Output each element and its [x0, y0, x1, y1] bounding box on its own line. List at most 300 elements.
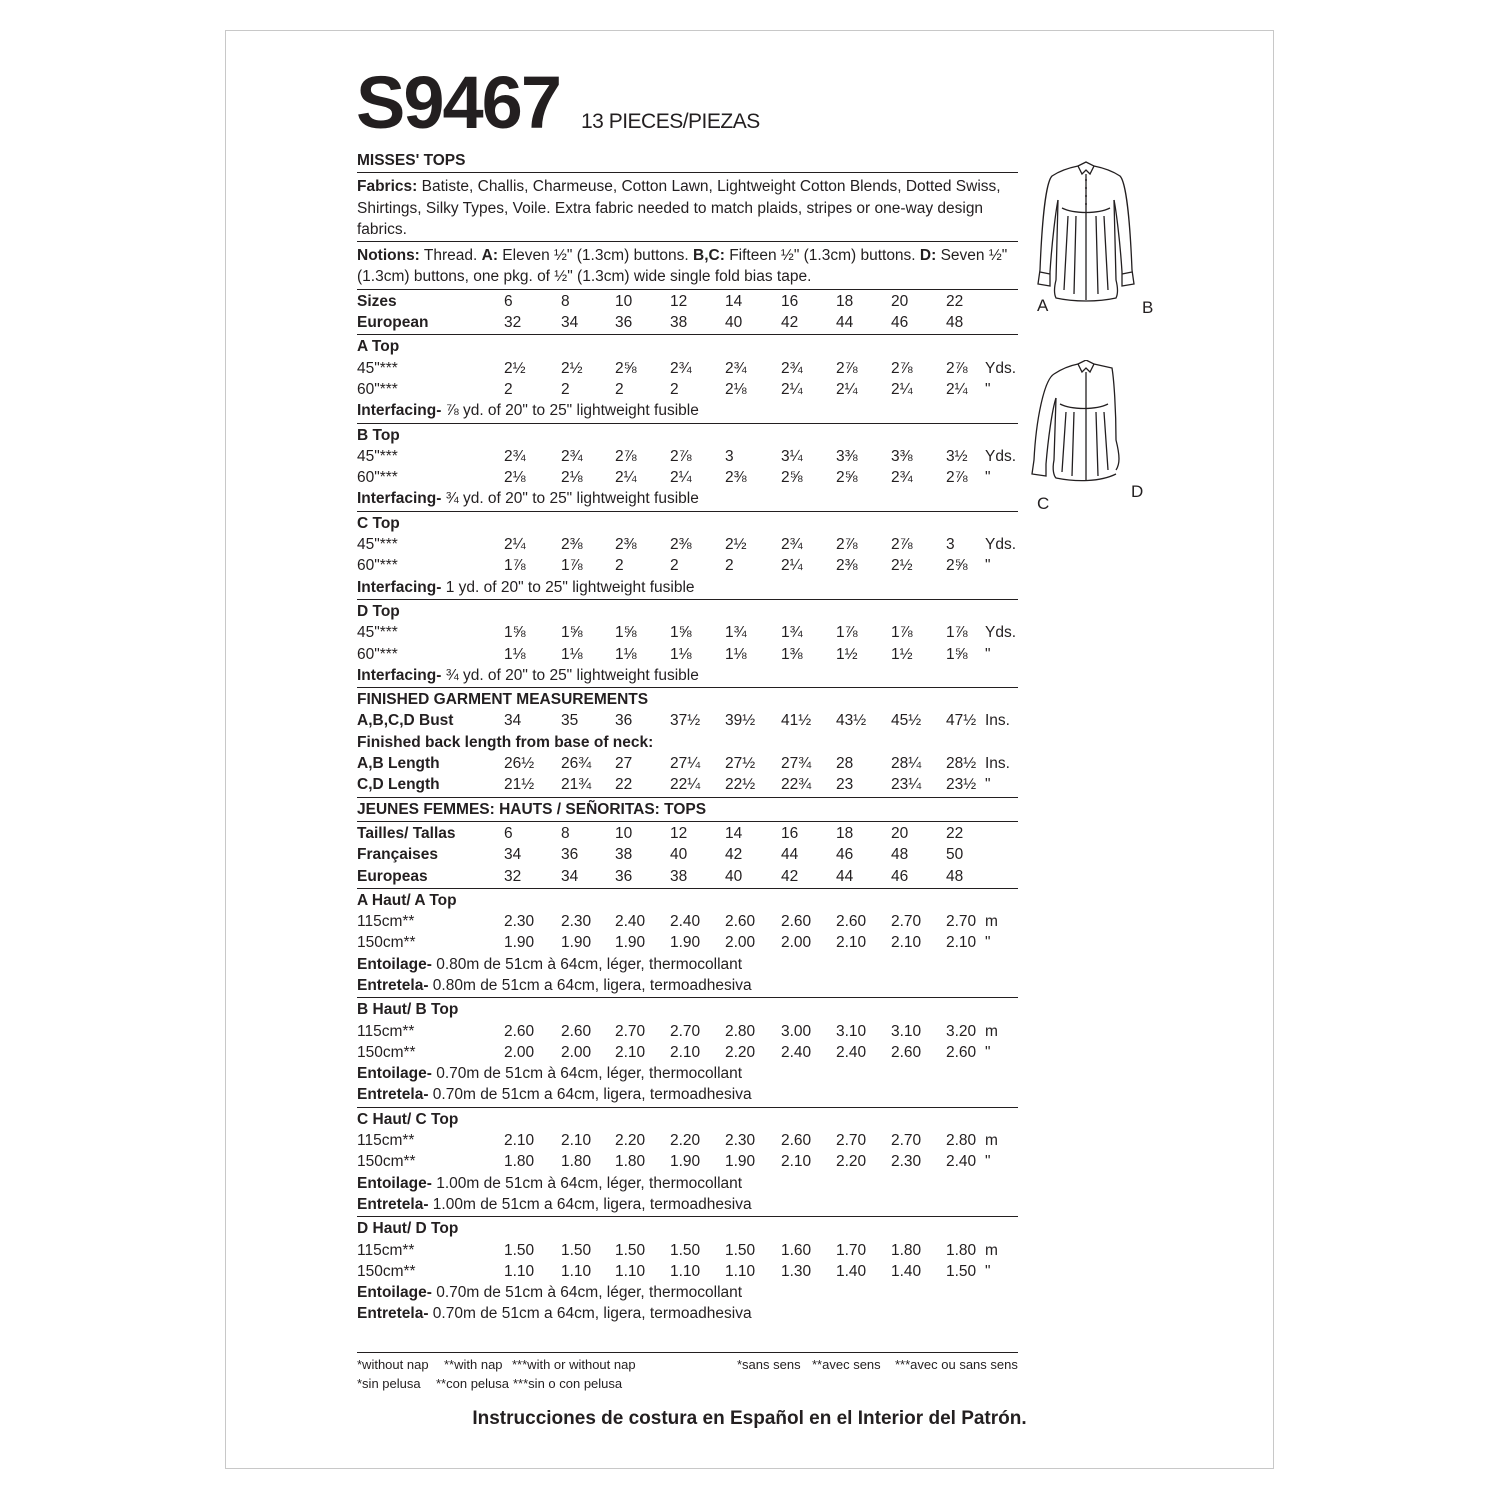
table-cell: 1⅛: [670, 645, 692, 663]
table-cell: 40: [725, 867, 743, 885]
table-row: [357, 644, 1018, 665]
table-cell: 2.60: [725, 913, 756, 931]
divider: [357, 172, 1018, 173]
table-cell: 2.10: [504, 1132, 535, 1150]
table-cell: 1⅛: [561, 645, 583, 663]
table-cell: 2.60: [946, 1043, 977, 1061]
table-cell: 2⅜: [836, 557, 858, 575]
table-cell: 27: [615, 755, 633, 773]
table-cell: 1.50: [615, 1241, 646, 1259]
table-cell: 2¾: [781, 536, 803, 554]
unit-label: Ins.: [985, 755, 1010, 773]
table-row: [357, 534, 1018, 555]
table-cell: 47½: [946, 712, 977, 730]
table-cell: 1.80: [561, 1153, 592, 1171]
divider: [357, 797, 1018, 798]
table-cell: 2¾: [891, 469, 913, 487]
table-cell: 22½: [725, 776, 756, 794]
illustration-front-cd: [1020, 360, 1160, 490]
fabrics-text: Fabrics: Batiste, Challis, Charmeuse, Cotton Lawn, Lightweight Cotton Blends, Dotted Swiss, Shirtings, Silky Types, Voile. Extra fabric needed to match plaids, stripes or one-way design fabrics.: [357, 178, 1001, 238]
table-cell: 2.10: [781, 1153, 812, 1171]
footnote: *without nap: [357, 1357, 429, 1372]
row-label: 60"***: [357, 557, 398, 575]
row-label: C,D Length: [357, 776, 440, 794]
table-row: [357, 1130, 1018, 1151]
table-cell: 2.20: [615, 1132, 646, 1150]
table-cell: 2.10: [891, 934, 922, 952]
table-cell: 2¼: [615, 469, 637, 487]
entretela-label: Entretela-: [357, 1305, 429, 1323]
view-title: D Haut/ D Top: [357, 1220, 459, 1238]
table-row: [357, 467, 1018, 488]
table-cell: 2.10: [946, 934, 977, 952]
table-cell: 2⅞: [836, 359, 858, 377]
footnote: ***with or without nap: [512, 1357, 636, 1372]
unit-label: Yds.: [985, 536, 1017, 554]
table-cell: 1.40: [891, 1262, 922, 1280]
row-text: [357, 601, 400, 622]
table-cell: 1⅞: [836, 624, 858, 642]
table-cell: 2.70: [615, 1022, 646, 1040]
table-cell: 38: [670, 867, 688, 885]
row-label: 115cm**: [357, 913, 415, 931]
table-cell: 2.40: [615, 913, 646, 931]
table-cell: 1.90: [504, 934, 535, 952]
table-cell: 42: [725, 846, 743, 864]
row-label: 45"***: [357, 536, 398, 554]
table-row: [357, 732, 1018, 753]
row-label: A,B Length: [357, 755, 440, 773]
footnote: ***sin o con pelusa: [513, 1376, 623, 1391]
table-cell: 2.00: [725, 934, 756, 952]
table-cell: 1.10: [725, 1262, 756, 1280]
table-row: [357, 358, 1018, 379]
table-cell: 2.80: [946, 1132, 977, 1150]
table-cell: 2.00: [781, 934, 812, 952]
table-cell: 2⅜: [615, 536, 637, 554]
interfacing-text: ¾ yd. of 20" to 25" lightweight fusible: [441, 666, 699, 684]
table-cell: 32: [504, 314, 522, 332]
table-row: [357, 1218, 1018, 1239]
table-cell: 1.90: [725, 1153, 756, 1171]
back-length-label: Finished back length from base of neck:: [357, 733, 654, 751]
row-label: 150cm**: [357, 934, 416, 952]
unit-label: ": [985, 1043, 991, 1061]
table-row: [357, 799, 1018, 820]
section-title: FINISHED GARMENT MEASUREMENTS: [357, 691, 649, 709]
table-cell: 48: [946, 867, 964, 885]
table-cell: 1¾: [725, 624, 747, 642]
table-cell: 38: [670, 314, 688, 332]
table-cell: 2½: [561, 359, 583, 377]
table-cell: 2.40: [670, 913, 701, 931]
interfacing-text: ¾ yd. of 20" to 25" lightweight fusible: [441, 490, 699, 508]
table-cell: 28½: [946, 755, 977, 773]
footnote: *sans sens: [737, 1357, 801, 1372]
interfacing-label: Interfacing-: [357, 666, 442, 684]
table-cell: 50: [946, 846, 964, 864]
table-cell: 2¼: [891, 380, 913, 398]
table-cell: 46: [891, 314, 909, 332]
table-cell: 2.10: [670, 1043, 701, 1061]
table-cell: 2.60: [781, 1132, 812, 1150]
table-cell: 2.30: [725, 1132, 756, 1150]
table-cell: 2: [670, 380, 679, 398]
table-cell: 39½: [725, 712, 756, 730]
row-text: [357, 665, 699, 686]
yardage-chart: [357, 150, 1018, 1325]
table-cell: 2⅞: [946, 469, 968, 487]
table-cell: 2¼: [781, 557, 803, 575]
divider: [357, 1216, 1018, 1217]
table-cell: 3.10: [891, 1022, 922, 1040]
table-cell: 8: [561, 824, 570, 842]
table-cell: 3½: [946, 447, 968, 465]
table-cell: 2⅞: [836, 536, 858, 554]
table-cell: 1.40: [836, 1262, 867, 1280]
table-cell: 2⅛: [561, 469, 583, 487]
table-cell: 2½: [725, 536, 747, 554]
row-text: [357, 689, 648, 710]
table-cell: 41½: [781, 712, 812, 730]
table-cell: 34: [561, 314, 579, 332]
table-cell: 36: [561, 846, 579, 864]
unit-label: ": [985, 557, 991, 575]
table-cell: 34: [561, 867, 579, 885]
table-cell: 2⅜: [670, 536, 692, 554]
view-title: D Top: [357, 602, 400, 620]
table-cell: 16: [781, 292, 799, 310]
table-row: [357, 336, 1018, 357]
table-row: [357, 555, 1018, 576]
table-cell: 3¼: [781, 447, 803, 465]
divider: [357, 241, 1018, 242]
interfacing-text: 1 yd. of 20" to 25" lightweight fusible: [441, 578, 695, 596]
unit-label: m: [985, 1241, 998, 1259]
table-cell: 1⅛: [725, 645, 747, 663]
table-cell: 2.20: [725, 1043, 756, 1061]
table-row: [357, 689, 1018, 710]
interfacing-label: Interfacing-: [357, 402, 442, 420]
table-cell: 18: [836, 292, 854, 310]
view-title: C Haut/ C Top: [357, 1110, 459, 1128]
row-text: [357, 336, 399, 357]
pattern-code: S9467: [356, 61, 560, 144]
section-title: JEUNES FEMMES: HAUTS / SEÑORITAS: TOPS: [357, 800, 707, 818]
table-cell: 3: [946, 536, 955, 554]
table-cell: 1.90: [670, 1153, 701, 1171]
entoilage-text: 1.00m de 51cm à 64cm, léger, thermocollant: [431, 1174, 743, 1192]
table-cell: 34: [504, 712, 522, 730]
table-cell: 2: [670, 557, 679, 575]
table-cell: 2¼: [670, 469, 692, 487]
table-cell: 1.90: [615, 934, 646, 952]
table-cell: 2.70: [836, 1132, 867, 1150]
interfacing-label: Interfacing-: [357, 578, 442, 596]
table-cell: 16: [781, 824, 799, 842]
row-label: 45"***: [357, 447, 398, 465]
interfacing-text: ⅞ yd. of 20" to 25" lightweight fusible: [441, 402, 699, 420]
table-cell: 27¾: [781, 755, 812, 773]
table-row: [357, 1021, 1018, 1042]
table-cell: 2¾: [561, 447, 583, 465]
table-cell: 1.50: [725, 1241, 756, 1259]
table-cell: 1.10: [504, 1262, 535, 1280]
table-cell: 2: [504, 380, 513, 398]
table-cell: 20: [891, 824, 909, 842]
view-label-d: D: [1131, 482, 1144, 501]
table-cell: 3⅜: [836, 447, 858, 465]
table-row: [357, 488, 1018, 509]
row-label: 60"***: [357, 645, 398, 663]
table-cell: 10: [615, 292, 633, 310]
divider: [357, 1352, 1018, 1353]
table-cell: 2.30: [891, 1153, 922, 1171]
table-row: [357, 513, 1018, 534]
table-cell: 10: [615, 824, 633, 842]
table-cell: 2.60: [781, 913, 812, 931]
entretela-text: 0.70m de 51cm a 64cm, ligera, termoadhesiva: [428, 1305, 752, 1323]
table-cell: 22¾: [781, 776, 812, 794]
table-row: [357, 911, 1018, 932]
table-row: [357, 753, 1018, 774]
unit-label: Yds.: [985, 447, 1017, 465]
table-cell: 1.60: [781, 1241, 812, 1259]
table-cell: 1.70: [836, 1241, 867, 1259]
table-cell: 32: [504, 867, 522, 885]
divider: [357, 687, 1018, 688]
table-row: [357, 1084, 1018, 1105]
table-cell: 21½: [504, 776, 535, 794]
divider: [357, 423, 1018, 424]
table-row: [357, 1194, 1018, 1215]
row-label: Tailles/ Tallas: [357, 824, 456, 842]
row-text: [357, 425, 400, 446]
divider: [357, 821, 1018, 822]
table-row: [357, 1303, 1018, 1324]
table-cell: 2.60: [891, 1043, 922, 1061]
row-text: [357, 400, 699, 421]
entoilage-text: 0.70m de 51cm à 64cm, léger, thermocollant: [431, 1284, 743, 1302]
unit-label: ": [985, 776, 991, 794]
table-cell: 2.10: [615, 1043, 646, 1061]
row-text: [357, 1173, 742, 1194]
row-label: 60"***: [357, 469, 398, 487]
table-cell: 2: [725, 557, 734, 575]
view-title: B Top: [357, 426, 400, 444]
row-label: 115cm**: [357, 1241, 415, 1259]
row-label: European: [357, 314, 429, 332]
table-cell: 2⅛: [504, 469, 526, 487]
row-text: [357, 1282, 742, 1303]
entoilage-label: Entoilage-: [357, 1284, 432, 1302]
table-cell: 42: [781, 314, 799, 332]
divider: [357, 289, 1018, 290]
table-cell: 2.40: [781, 1043, 812, 1061]
table-cell: 37½: [670, 712, 701, 730]
table-cell: 2.40: [946, 1153, 977, 1171]
table-cell: 2⅜: [561, 536, 583, 554]
row-label: 45"***: [357, 624, 398, 642]
divider: [357, 888, 1018, 889]
table-cell: 8: [561, 292, 570, 310]
row-text: [357, 488, 699, 509]
row-label: Europeas: [357, 867, 428, 885]
table-row: [357, 379, 1018, 400]
table-cell: 3.20: [946, 1022, 977, 1040]
entretela-label: Entretela-: [357, 1195, 429, 1213]
table-cell: 2.00: [561, 1043, 592, 1061]
table-cell: 1.90: [561, 934, 592, 952]
entoilage-label: Entoilage-: [357, 1065, 432, 1083]
table-cell: 2.70: [891, 1132, 922, 1150]
table-cell: 2⅞: [891, 359, 913, 377]
spanish-instructions-note: Instrucciones de costura en Español en el Interior del Patrón.: [472, 1408, 1027, 1429]
table-row: [357, 577, 1018, 598]
table-row: [357, 999, 1018, 1020]
table-cell: 1.90: [670, 934, 701, 952]
pieces-count: 13 PIECES/PIEZAS: [581, 110, 760, 133]
table-cell: 1.80: [946, 1241, 977, 1259]
table-cell: 43½: [836, 712, 867, 730]
table-row: [357, 954, 1018, 975]
unit-label: ": [985, 469, 991, 487]
table-cell: 3.10: [836, 1022, 867, 1040]
table-cell: 44: [836, 314, 854, 332]
view-label-c: C: [1037, 494, 1050, 513]
table-cell: 1.80: [615, 1153, 646, 1171]
table-cell: 36: [615, 712, 633, 730]
table-cell: 20: [891, 292, 909, 310]
row-label: 150cm**: [357, 1262, 416, 1280]
entretela-label: Entretela-: [357, 976, 429, 994]
table-row: [357, 710, 1018, 731]
table-cell: 1½: [891, 645, 913, 663]
table-cell: 22¼: [670, 776, 701, 794]
table-cell: 1⅞: [504, 557, 526, 575]
view-title: A Top: [357, 338, 400, 356]
table-cell: 2½: [504, 359, 526, 377]
table-cell: 12: [670, 292, 688, 310]
table-cell: 2.70: [891, 913, 922, 931]
view-title: B Haut/ B Top: [357, 1001, 459, 1019]
table-cell: 22: [946, 292, 964, 310]
table-cell: 2⅞: [891, 536, 913, 554]
row-text: [357, 1194, 752, 1215]
table-cell: 40: [670, 846, 688, 864]
table-row: [357, 1042, 1018, 1063]
table-cell: 34: [504, 846, 522, 864]
view-title: C Top: [357, 514, 400, 532]
table-cell: 2¾: [670, 359, 692, 377]
table-row: [357, 1109, 1018, 1130]
row-label: 45"***: [357, 359, 398, 377]
table-cell: 2⅜: [725, 469, 747, 487]
entretela-text: 0.70m de 51cm a 64cm, ligera, termoadhesiva: [428, 1086, 752, 1104]
table-cell: 1.50: [670, 1241, 701, 1259]
table-cell: 1.30: [781, 1262, 812, 1280]
table-cell: 1.50: [504, 1241, 535, 1259]
table-cell: 1⅝: [670, 624, 692, 642]
row-label: Françaises: [357, 846, 438, 864]
table-cell: 2.00: [504, 1043, 535, 1061]
notions-text: Notions: Thread. A: Eleven ½" (1.3cm) buttons. B,C: Fifteen ½" (1.3cm) buttons. D: Seven ½" (1.3cm) buttons, one pkg. of ½" (1.3cm) wide single fold bias tape.: [357, 247, 1008, 286]
view-label-a: A: [1037, 296, 1049, 315]
table-cell: 2⅝: [615, 359, 637, 377]
unit-label: m: [985, 1132, 998, 1150]
table-cell: 1⅝: [561, 624, 583, 642]
table-cell: 2.60: [836, 913, 867, 931]
row-label: Sizes: [357, 292, 397, 310]
table-row: [357, 890, 1018, 911]
table-cell: 3.00: [781, 1022, 812, 1040]
table-cell: 2.70: [670, 1022, 701, 1040]
table-cell: 36: [615, 867, 633, 885]
entretela-label: Entretela-: [357, 1086, 429, 1104]
table-cell: 46: [891, 867, 909, 885]
table-cell: 36: [615, 314, 633, 332]
divider: [357, 599, 1018, 600]
section-title: MISSES' TOPS: [357, 152, 466, 169]
table-cell: 1⅝: [615, 624, 637, 642]
table-cell: 2⅞: [670, 447, 692, 465]
table-cell: 2.20: [836, 1153, 867, 1171]
table-cell: 2½: [891, 557, 913, 575]
row-text: [357, 999, 458, 1020]
table-cell: 1⅝: [946, 645, 968, 663]
table-cell: 35: [561, 712, 579, 730]
table-row: [357, 601, 1018, 622]
table-cell: 1.80: [891, 1241, 922, 1259]
table-row: [357, 866, 1018, 887]
unit-label: Yds.: [985, 624, 1017, 642]
table-row: [357, 425, 1018, 446]
table-row: [357, 1240, 1018, 1261]
table-row: [357, 622, 1018, 643]
row-text: [357, 1218, 458, 1239]
table-cell: 1¾: [781, 624, 803, 642]
table-cell: 48: [946, 314, 964, 332]
row-text: [357, 954, 742, 975]
table-row: [357, 844, 1018, 865]
table-cell: 23: [836, 776, 854, 794]
entretela-text: 0.80m de 51cm a 64cm, ligera, termoadhesiva: [428, 976, 752, 994]
table-cell: 2: [561, 380, 570, 398]
table-cell: 3: [725, 447, 734, 465]
unit-label: Yds.: [985, 359, 1017, 377]
table-cell: 40: [725, 314, 743, 332]
view-title: A Haut/ A Top: [357, 891, 457, 909]
row-text: [357, 1109, 458, 1130]
entretela-text: 1.00m de 51cm a 64cm, ligera, termoadhesiva: [428, 1195, 752, 1213]
table-cell: 2.60: [504, 1022, 535, 1040]
row-label: 60"***: [357, 380, 398, 398]
row-text: [357, 1063, 742, 1084]
table-cell: 26¾: [561, 755, 592, 773]
table-cell: 1⅛: [615, 645, 637, 663]
table-cell: 1.10: [561, 1262, 592, 1280]
footnote: **avec sens: [812, 1357, 881, 1372]
table-row: [357, 400, 1018, 421]
table-cell: 23¼: [891, 776, 922, 794]
table-row: [357, 312, 1018, 333]
table-cell: 46: [836, 846, 854, 864]
table-cell: 2⅝: [836, 469, 858, 487]
table-row: [357, 1173, 1018, 1194]
table-cell: 27½: [725, 755, 756, 773]
table-cell: 2.80: [725, 1022, 756, 1040]
table-row: [357, 1282, 1018, 1303]
